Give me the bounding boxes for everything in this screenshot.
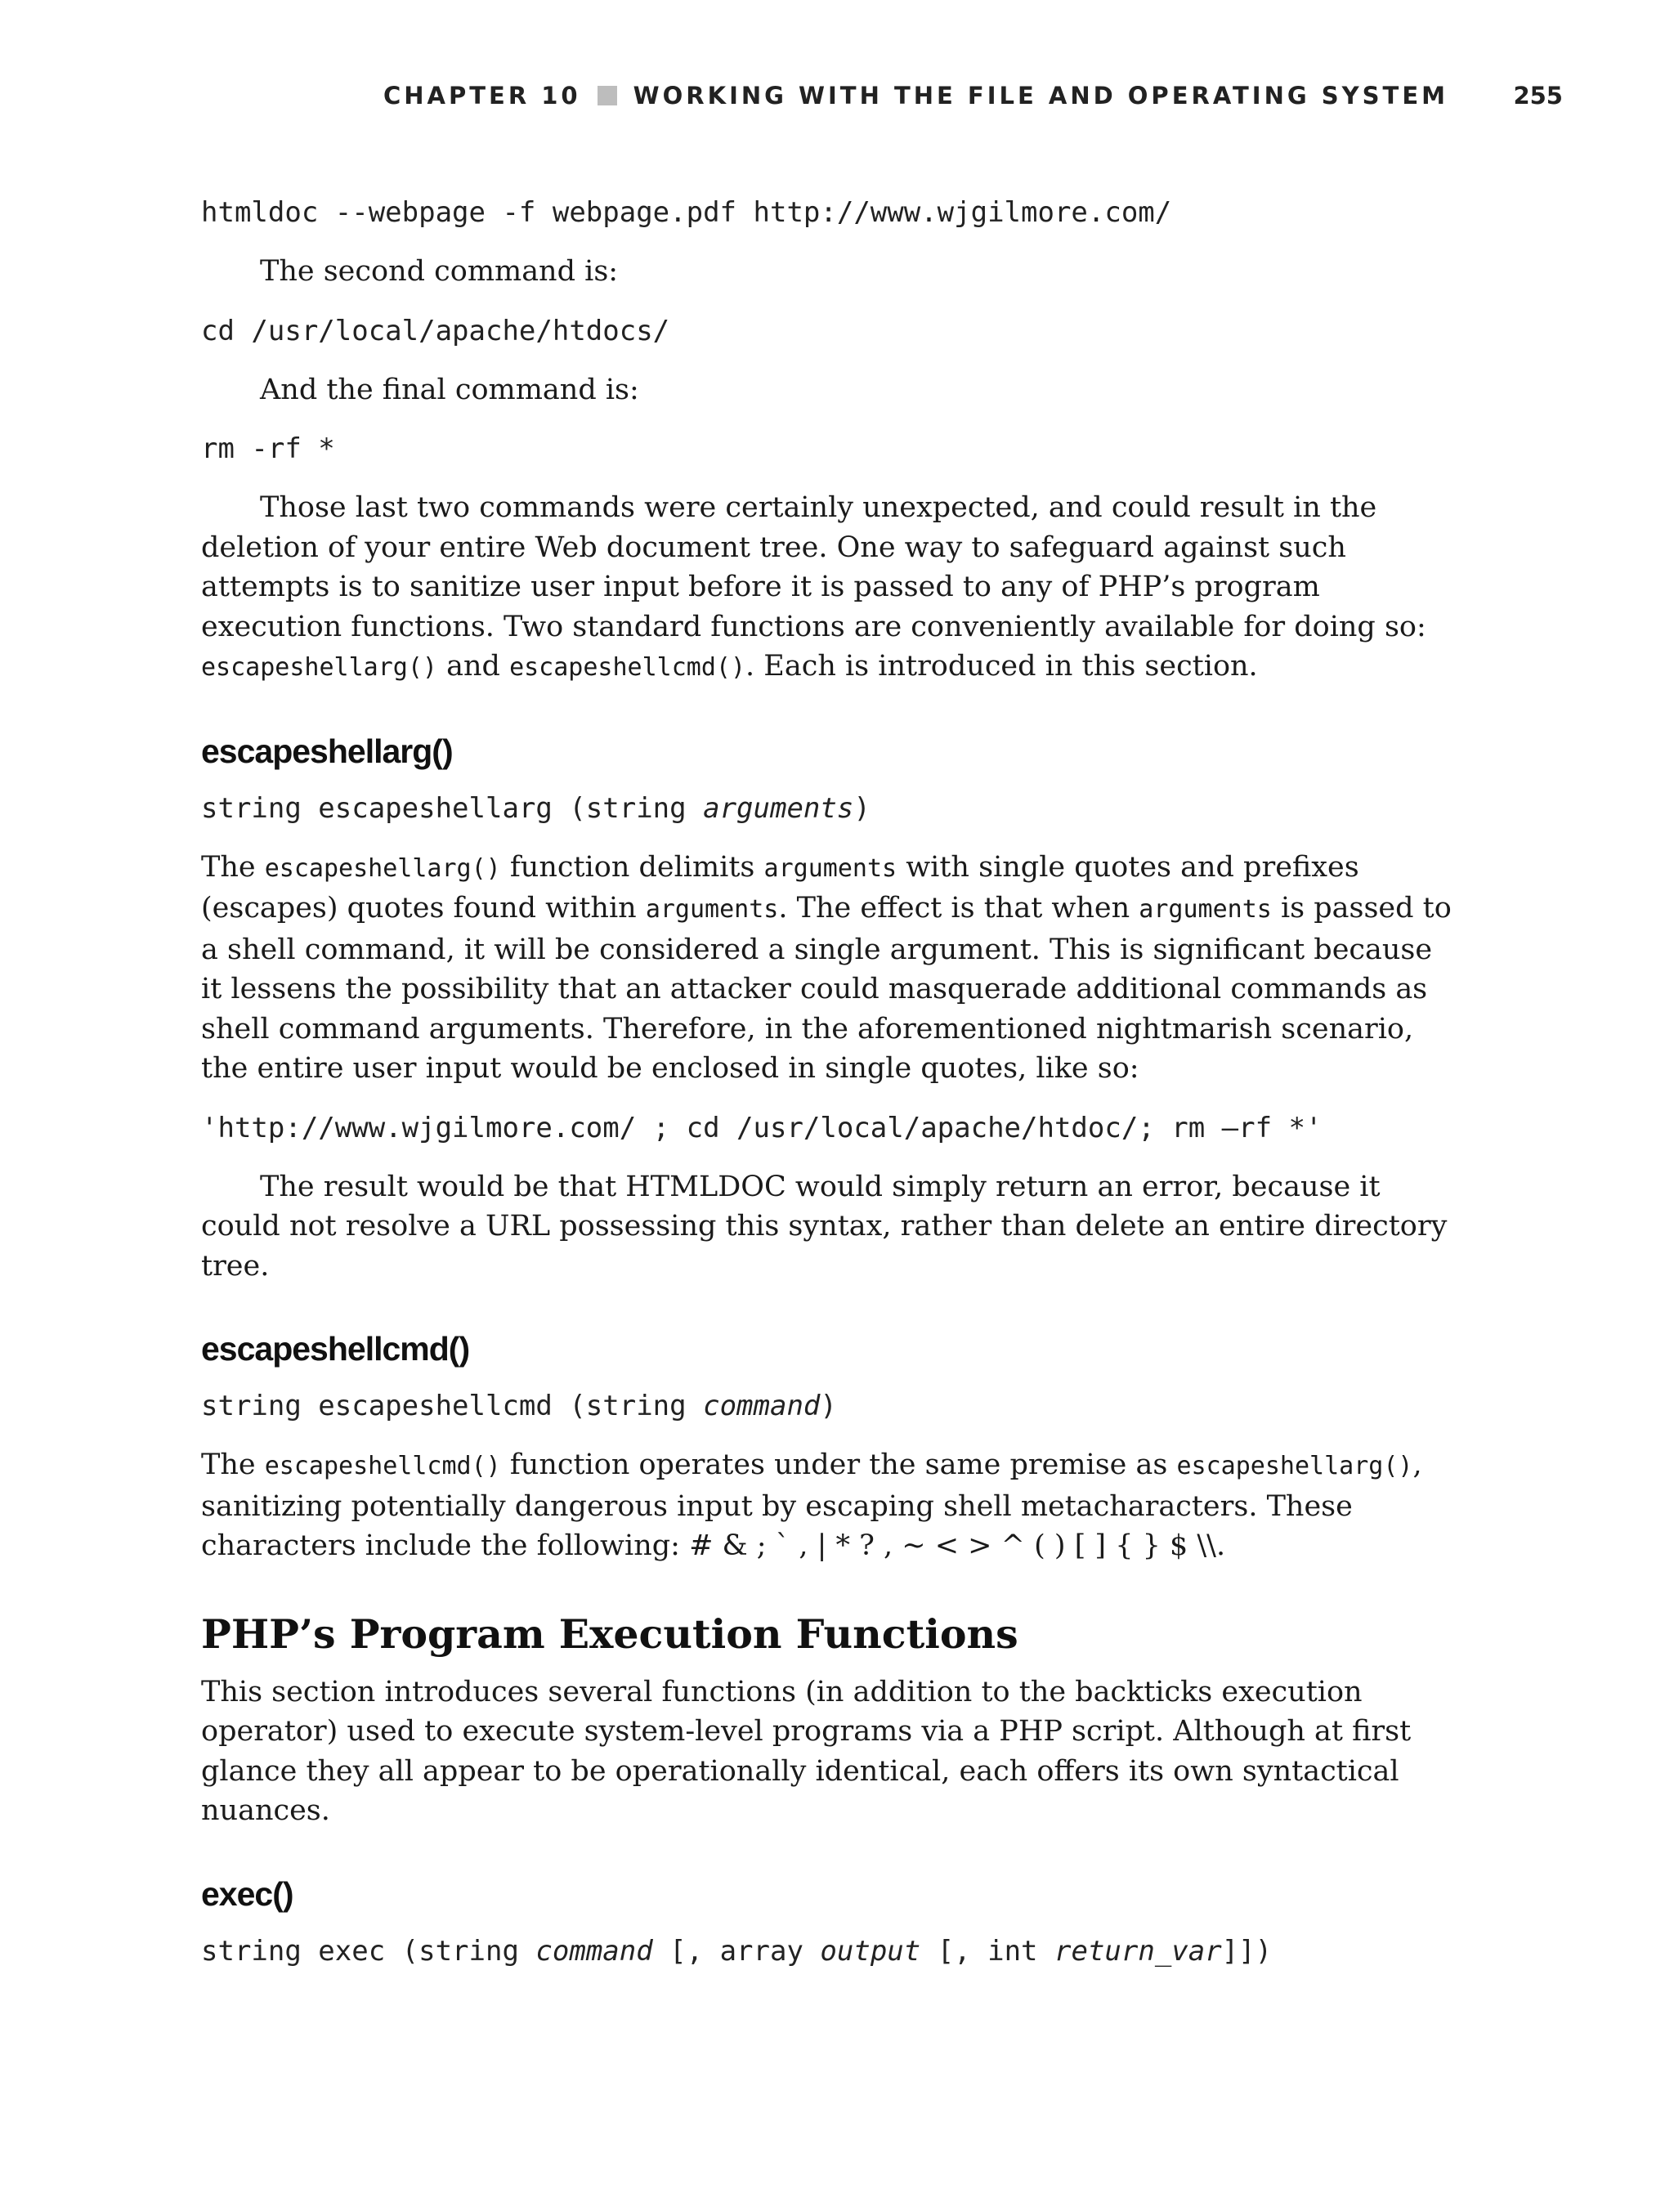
text: with single quotes and prefixes (escapes) quotes found within: [201, 850, 1359, 925]
param-command: command: [535, 1934, 653, 1968]
text: [, int: [920, 1934, 1054, 1968]
text: The: [201, 1449, 265, 1481]
code-cd-command: cd /usr/local/apache/htdocs/: [201, 314, 670, 347]
inline-code: escapeshellarg(): [201, 653, 437, 682]
text: . The effect is that when: [778, 892, 1139, 925]
running-header: [383, 82, 1448, 110]
text: string escapeshellcmd (string: [201, 1390, 704, 1422]
paragraph-final-command: And the final command is:: [260, 373, 639, 406]
signature-escapeshellarg: [201, 789, 1460, 828]
header-separator-square: [598, 86, 617, 105]
text: [, array: [652, 1934, 821, 1968]
param-command: command: [703, 1390, 821, 1422]
code-htmldoc-command: htmldoc --webpage -f webpage.pdf http://www.wjgilmore.com/: [201, 196, 1172, 229]
inline-code: escapeshellarg(): [1176, 1452, 1413, 1480]
paragraph-sanitize-input: [201, 488, 1460, 688]
heading-exec: exec(): [201, 1874, 293, 1913]
page-header: [0, 82, 1674, 118]
paragraph-program-execution-intro: This section introduces several functions (in addition to the backticks execution operator) used to execute system-level programs via a PHP script. Although at first glance they all appear to be operationally identical, each offers its own syntactical nuances.: [201, 1675, 1412, 1827]
code-rm-command: rm -rf *: [201, 432, 335, 465]
page-number: 255: [1513, 82, 1563, 110]
signature-exec: [201, 1932, 1460, 1971]
signature-escapeshellcmd: [201, 1386, 1460, 1426]
heading-program-execution-functions: PHP’s Program Execution Functions: [201, 1610, 1018, 1658]
inline-code: arguments: [645, 895, 779, 924]
param-arguments: arguments: [703, 791, 854, 825]
text: . Each is introduced in this section.: [745, 650, 1258, 683]
text: function delimits: [500, 850, 764, 884]
paragraph-escapeshellcmd-description: [201, 1445, 1460, 1566]
chapter-label: CHAPTER 10: [383, 82, 581, 110]
param-output: output: [820, 1934, 921, 1968]
text: The: [201, 850, 265, 884]
inline-code: arguments: [763, 853, 897, 883]
inline-code: escapeshellcmd(): [509, 653, 746, 682]
page-body: [201, 193, 1460, 1990]
text: and: [436, 650, 510, 683]
text: string exec (string: [201, 1934, 536, 1968]
paragraph-second-command: The second command is:: [260, 255, 619, 288]
paragraph-escapeshellarg-description: [201, 848, 1460, 1089]
text: ]]): [1221, 1934, 1273, 1968]
chapter-title: WORKING WITH THE FILE AND OPERATING SYSTEM: [633, 82, 1448, 110]
text: function operates under the same premise as: [500, 1449, 1177, 1481]
heading-escapeshellcmd: escapeshellcmd(): [201, 1330, 470, 1368]
text: ): [853, 791, 871, 825]
text: string escapeshellarg (string: [201, 791, 704, 825]
inline-code: escapeshellarg(): [264, 853, 501, 883]
code-quoted-example: 'http://www.wjgilmore.com/ ; cd /usr/local/apache/htdoc/; rm –rf *': [201, 1111, 1323, 1144]
heading-escapeshellarg: escapeshellarg(): [201, 732, 453, 770]
text: , sanitizing potentially dangerous input by escaping shell metacharacters. These characters include the following: # & ; ` , | * ? , ~ < > ^ ( ) [ ] { } $ \\.: [201, 1449, 1422, 1562]
inline-code: arguments: [1139, 895, 1272, 924]
text: is passed to a shell command, it will be considered a single argument. This is significant because it lessens the possibility that an attacker could masquerade additional commands as shell command arguments. Therefore, in the aforementioned nightmarish scenario, the entire user input would be enclosed in single quotes, like so:: [201, 892, 1452, 1085]
paragraph-result: The result would be that HTMLDOC would simply return an error, because it could not resolve a URL possessing this syntax, rather than delete an entire directory tree.: [201, 1170, 1448, 1283]
text: ): [820, 1390, 837, 1422]
param-return-var: return_var: [1054, 1934, 1222, 1968]
text: Those last two commands were certainly unexpected, and could result in the deletion of your entire Web document tree. One way to safeguard against such attempts is to sanitize user input before it is passed to any of PHP’s program execution functions. Two standard functions are conveniently available for doing so:: [201, 491, 1426, 643]
inline-code: escapeshellcmd(): [264, 1452, 501, 1480]
